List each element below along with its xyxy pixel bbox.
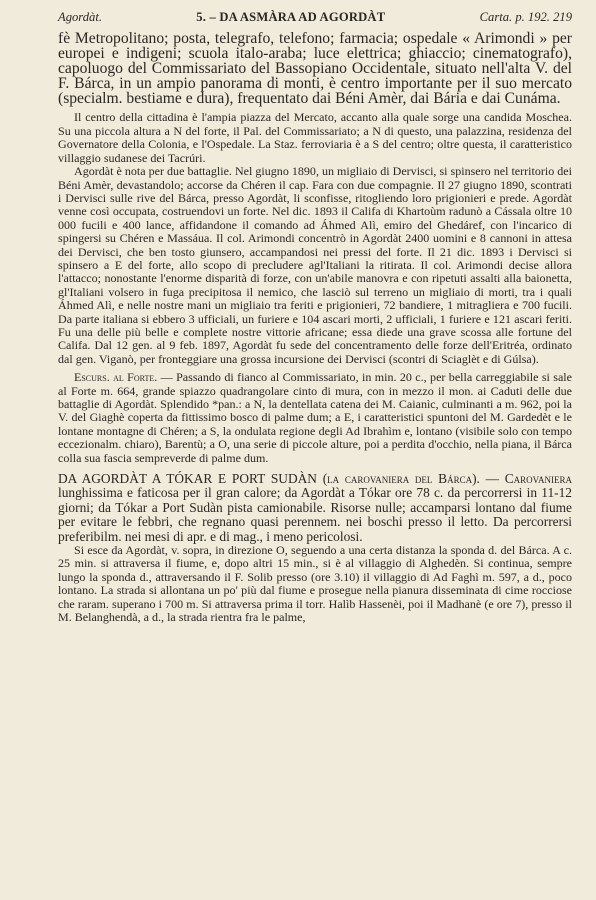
excursion-heading: Escurs. al Forte. — [74, 370, 158, 385]
header-page-ref: Carta. p. 192. 219 — [479, 10, 572, 24]
paragraph-town-center: Il centro della cittadina è l'ampia piazza del Mercato, accanto alla quale sorge una candida Moschea. Su una piccola altura a N del forte, il Pal. del Commissariato; a N di questo, una palazzina, residenza del Governatore della Colonia, e l'Ospedale. La Staz. ferroviaria è a S del centro; oltre questa, il caratteristico villaggio sudanese dei Tacrúri. — [58, 110, 572, 165]
section-subtitle: (la carovaniera del Bárca). — [316, 471, 480, 487]
caravan-text: lunghissima e faticosa per il gran calore; da Agordàt a Tókar ore 78 c. da percorrersi in 11-12 giorni; da Tókar a Port Sudàn pista camionabile. Risorse nulle; accamparsi lontano dal fiume per evitare le febbri, che regnano quasi perennem. nei boschi presso il letto. Da percorrersi preferibilm. nei mesi di apr. e di mag., i meno pericolosi. — [58, 485, 572, 544]
paragraph-route: Si esce da Agordàt, v. sopra, in direzione O, seguendo a una certa distanza la sponda d. del Bárca. A c. 25 min. si attraversa il fiume, e, dopo altri 15 min., si è al villaggio di Alghedèn. Si continua, sempre lungo la sponda d., attraversando il F. Solib presso (ore 3.10) il villaggio di Ad Faghì m. 597, a d., poco lontano. La strada si allontana un po' più dal fiume e prosegue nella pianura disseminata di cime rocciose che raram. superano i 700 m. Si attraversa prima il torr. Halìb Hassenèi, poi il Madhanè (e ore 7), presso il M. Belanghendà, a d., la strada rientra fra le palme, — [58, 543, 572, 625]
section-title: DA AGORDÀT A TÓKAR E PORT SUDÀN — [58, 471, 317, 487]
header-left: Agordàt. — [58, 10, 102, 24]
lead-paragraph: fè Metropolitano; posta, telegrafo, telefono; farmacia; ospedale « Arimondi » per europei e indigeni; scuola italo-araba; luce elettrica; ghiaccio; cinematografo), capoluogo del Commissariato del Bassopiano Occidentale, situato nell'alta V. del F. Bárca, in un ampio panorama di monti, è centro importante per il suo mercato (specialm. bestiame e dura), frequentato dai Béni Amèr, dai Bária e dai Cunáma. — [58, 30, 572, 108]
section-heading — [58, 472, 572, 544]
header-chapter-title: 5. – DA ASMÀRA AD AGORDÀT — [196, 10, 386, 24]
paragraph-excursion — [58, 371, 572, 465]
excursion-text: — Passando di fianco al Commissariato, in min. 20 c., per bella carreggiabile si sale al Forte m. 664, grande spiazzo quadrangolare cinto di mura, con in mezzo il mon. ai Caduti delle due battaglie di Agordàt. Splendido *pan.: a N, la dentellata catena dei M. Caianìc, culminanti a m. 962, poi la V. del Giaghè coperta da fittissimo bosco di palme dum; a E, i caratteristici spuntoni del M. Gardedèt e le lontane montagne di Chéren; a S, la ondulata regione degli Ad Ibrahìm e, lontano (visibile solo con tempo eccezionalm. chiaro), Barentù; a O, una serie di piccole alture, poi a perdita d'occhio, nella piana, il Bárca colla sua fascia sempreverde di palme dum. — [58, 370, 573, 465]
running-header — [58, 10, 572, 25]
caravan-heading: — Carovaniera — [479, 471, 572, 487]
paragraph-history: Agordàt è nota per due battaglie. Nel giugno 1890, un migliaio di Dervisci, si spinsero nel territorio dei Béni Amèr, devastandolo; accorse da Chéren il cap. Fara con due compagnie. Il 27 giugno 1890, scontrati i Dervisci sulle rive del Bárca, presso Agordàt, li sconfisse, ritogliendo loro prigionieri e prede. Agordàt venne così occupata, costruendovi un forte. Nel dic. 1893 il Califa di Khartoùm radunò a Cássala oltre 10 000 fucili e 400 lance, affidandone il comando ad Áhmed Alì, emiro del Ghedáref, con l'incarico di spingersi su Chéren e Massáua. Il col. Arimondi concentrò in Agordàt 2400 uomini e 8 cannoni in attesa dei Dervisci, che ben tosto giunsero, accampandosi nei pressi del forte. Il 21 dic. 1893 i Dervisci si spinsero a E del forte, allo scopo di precludere agl'Italiani la ritirata. Il col. Arimondi decise allora l'attacco; nonostante l'enorme disparità di forze, con un'abile manovra e con ripetuti assalti alla baionetta, gl'Italiani volsero in fuga precipitosa il nemico, che lasciò sul terreno un migliaio di morti, tra i quali Áhmed Alì, e nelle nostre mani un migliaio tra feriti e prigionieri, 72 bandiere, 1 mitragliera e 700 fucili. Da parte italiana si ebbero 3 ufficiali, un furiere e 104 ascari morti, 2 ufficiali, 1 furiere e 121 ascari feriti. Fu una delle più belle e complete nostre vittorie africane; essa diede una grave scossa alle fortune del Califa. Dal 12 gen. al 9 feb. 1897, Agordàt fu sede del concentramento delle forze dell'Eritréa, ordinato dal gen. Viganò, per fronteggiare una grossa incursione dei Dervisci (scontri di Sciaglèt e di Gúlsa). — [58, 164, 572, 366]
